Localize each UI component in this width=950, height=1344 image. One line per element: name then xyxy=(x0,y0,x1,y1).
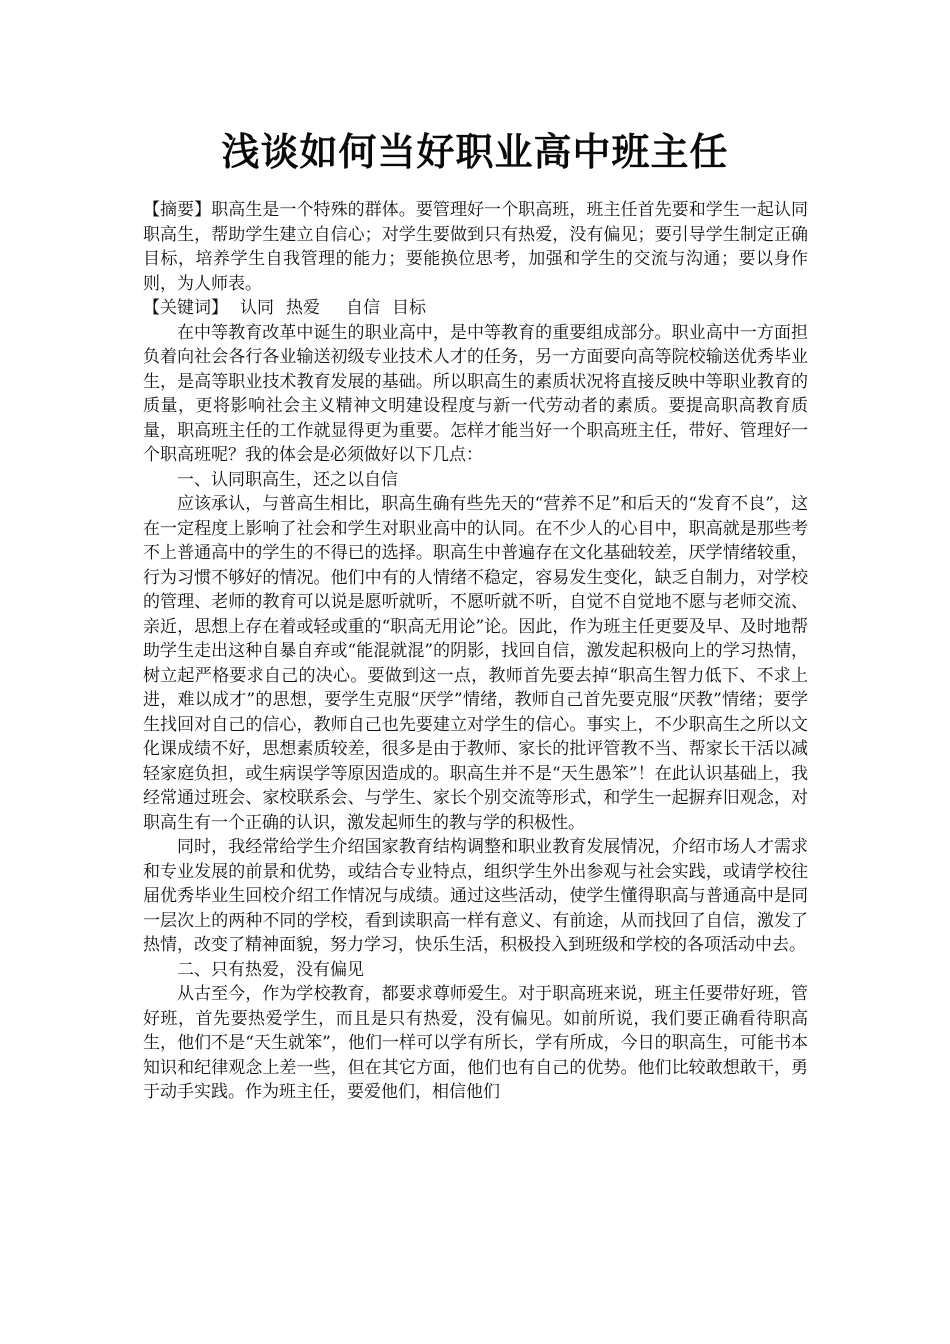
paragraph: 在中等教育改革中诞生的职业高中，是中等教育的重要组成部分。职业高中一方面担负着向社会各行各业输送初级专业技术人才的任务，另一方面要向高等院校输送优秀毕业生，是高等职业技术教育发展的基础。所以职高生的素质状况将直接反映中等职业教育的质量，更将影响社会主义精神文明建设程度与新一代劳动者的素质。要提高职高教育质量，职高班主任的工作就显得更为重要。怎样才能当好一个职高班主任，带好、管理好一个职高班呢？我的体会是必须做好以下几点： xyxy=(143,322,808,465)
abstract-label: 【摘要】 xyxy=(143,200,212,220)
paragraph: 应该承认，与普高生相比，职高生确有些先天的“营养不足”和后天的“发育不良”，这在一定程度上影响了社会和学生对职业高中的认同。在不少人的心目中，职高就是那些考不上普通高中的学生的不得已的选择。职高生中普遍存在文化基础较差，厌学情绪较重，行为习惯不够好的情况。他们中有的人情绪不稳定，容易发生变化，缺乏自制力，对学校的管理、老师的教育可以说是愿听就听，不愿听就不听，自觉不自觉地不愿与老师交流、亲近，思想上存在着或轻或重的“职高无用论”论。因此，作为班主任更要及早、及时地帮助学生走出这种自暴自弃或“能混就混”的阴影，找回自信，激发起积极向上的学习热情，树立起严格要求自己的决心。要做到这一点，教师首先要去掉“职高生智力低下、不求上进，难以成才”的思想，要学生克服“厌学”情绪，教师自己首先要克服“厌教”情绪；要学生找回对自己的信心，教师自己也先要建立对学生的信心。事实上，不少职高生之所以文化课成绩不好，思想素质较差，很多是由于教师、家长的批评管教不当、帮家长干活以减轻家庭负担，或生病误学等原因造成的。职高生并不是“天生愚笨”！在此认识基础上，我经常通过班会、家校联系会、与学生、家长个别交流等形式，和学生一起摒弃旧观念，对职高生有一个正确的认识，激发起师生的教与学的积极性。 xyxy=(143,494,808,833)
abstract-text: 职高生是一个特殊的群体。要管理好一个职高班，班主任首先要和学生一起认同职高生，帮助学生建立自信心；对学生要做到只有热爱，没有偏见；要引导学生制定正确目标，培养学生自我管理的能力；要能换位思考，加强和学生的交流与沟通；要以身作则，为人师表。 xyxy=(143,200,809,294)
keyword: 目标 xyxy=(392,298,426,318)
keyword: 热爱 xyxy=(286,298,320,318)
keyword: 自信 xyxy=(346,298,380,318)
section-heading: 一、认同职高生，还之以自信 xyxy=(177,469,398,490)
paragraph: 从古至今，作为学校教育，都要求尊师爱生。对于职高班来说，班主任要带好班，管好班，首先要热爱学生，而且是只有热爱，没有偏见。如前所说，我们要正确看待职高生，他们不是“天生就笨”，他们一样可以学有所长，学有所成，今日的职高生，可能书本知识和纪律观念上差一些，但在其它方面，他们也有自己的优势。他们比较敢想敢干，勇于动手实践。作为班主任，要爱他们，相信他们 xyxy=(143,984,808,1102)
paragraph: 同时，我经常给学生介绍国家教育结构调整和职业教育发展情况，介绍市场人才需求和专业发展的前景和优势，或结合专业特点，组织学生外出参观与社会实践，或请学校往届优秀毕业生回校介绍工作情况与成绩。通过这些活动，使学生懂得职高与普通高中是同一层次上的两种不同的学校，看到读职高一样有意义、有前途，从而找回了自信，激发了热情，改变了精神面貌，努力学习，快乐生活，积极投入到班级和学校的各项活动中去。 xyxy=(143,837,808,955)
section-heading: 二、只有热爱，没有偏见 xyxy=(177,959,364,980)
page-title: 浅谈如何当好职业高中班主任 xyxy=(221,130,729,174)
keywords xyxy=(143,296,808,321)
abstract xyxy=(143,198,808,296)
document-body xyxy=(143,198,808,1105)
keyword: 认同 xyxy=(240,298,274,318)
keywords-label: 【关键词】 xyxy=(143,298,228,318)
